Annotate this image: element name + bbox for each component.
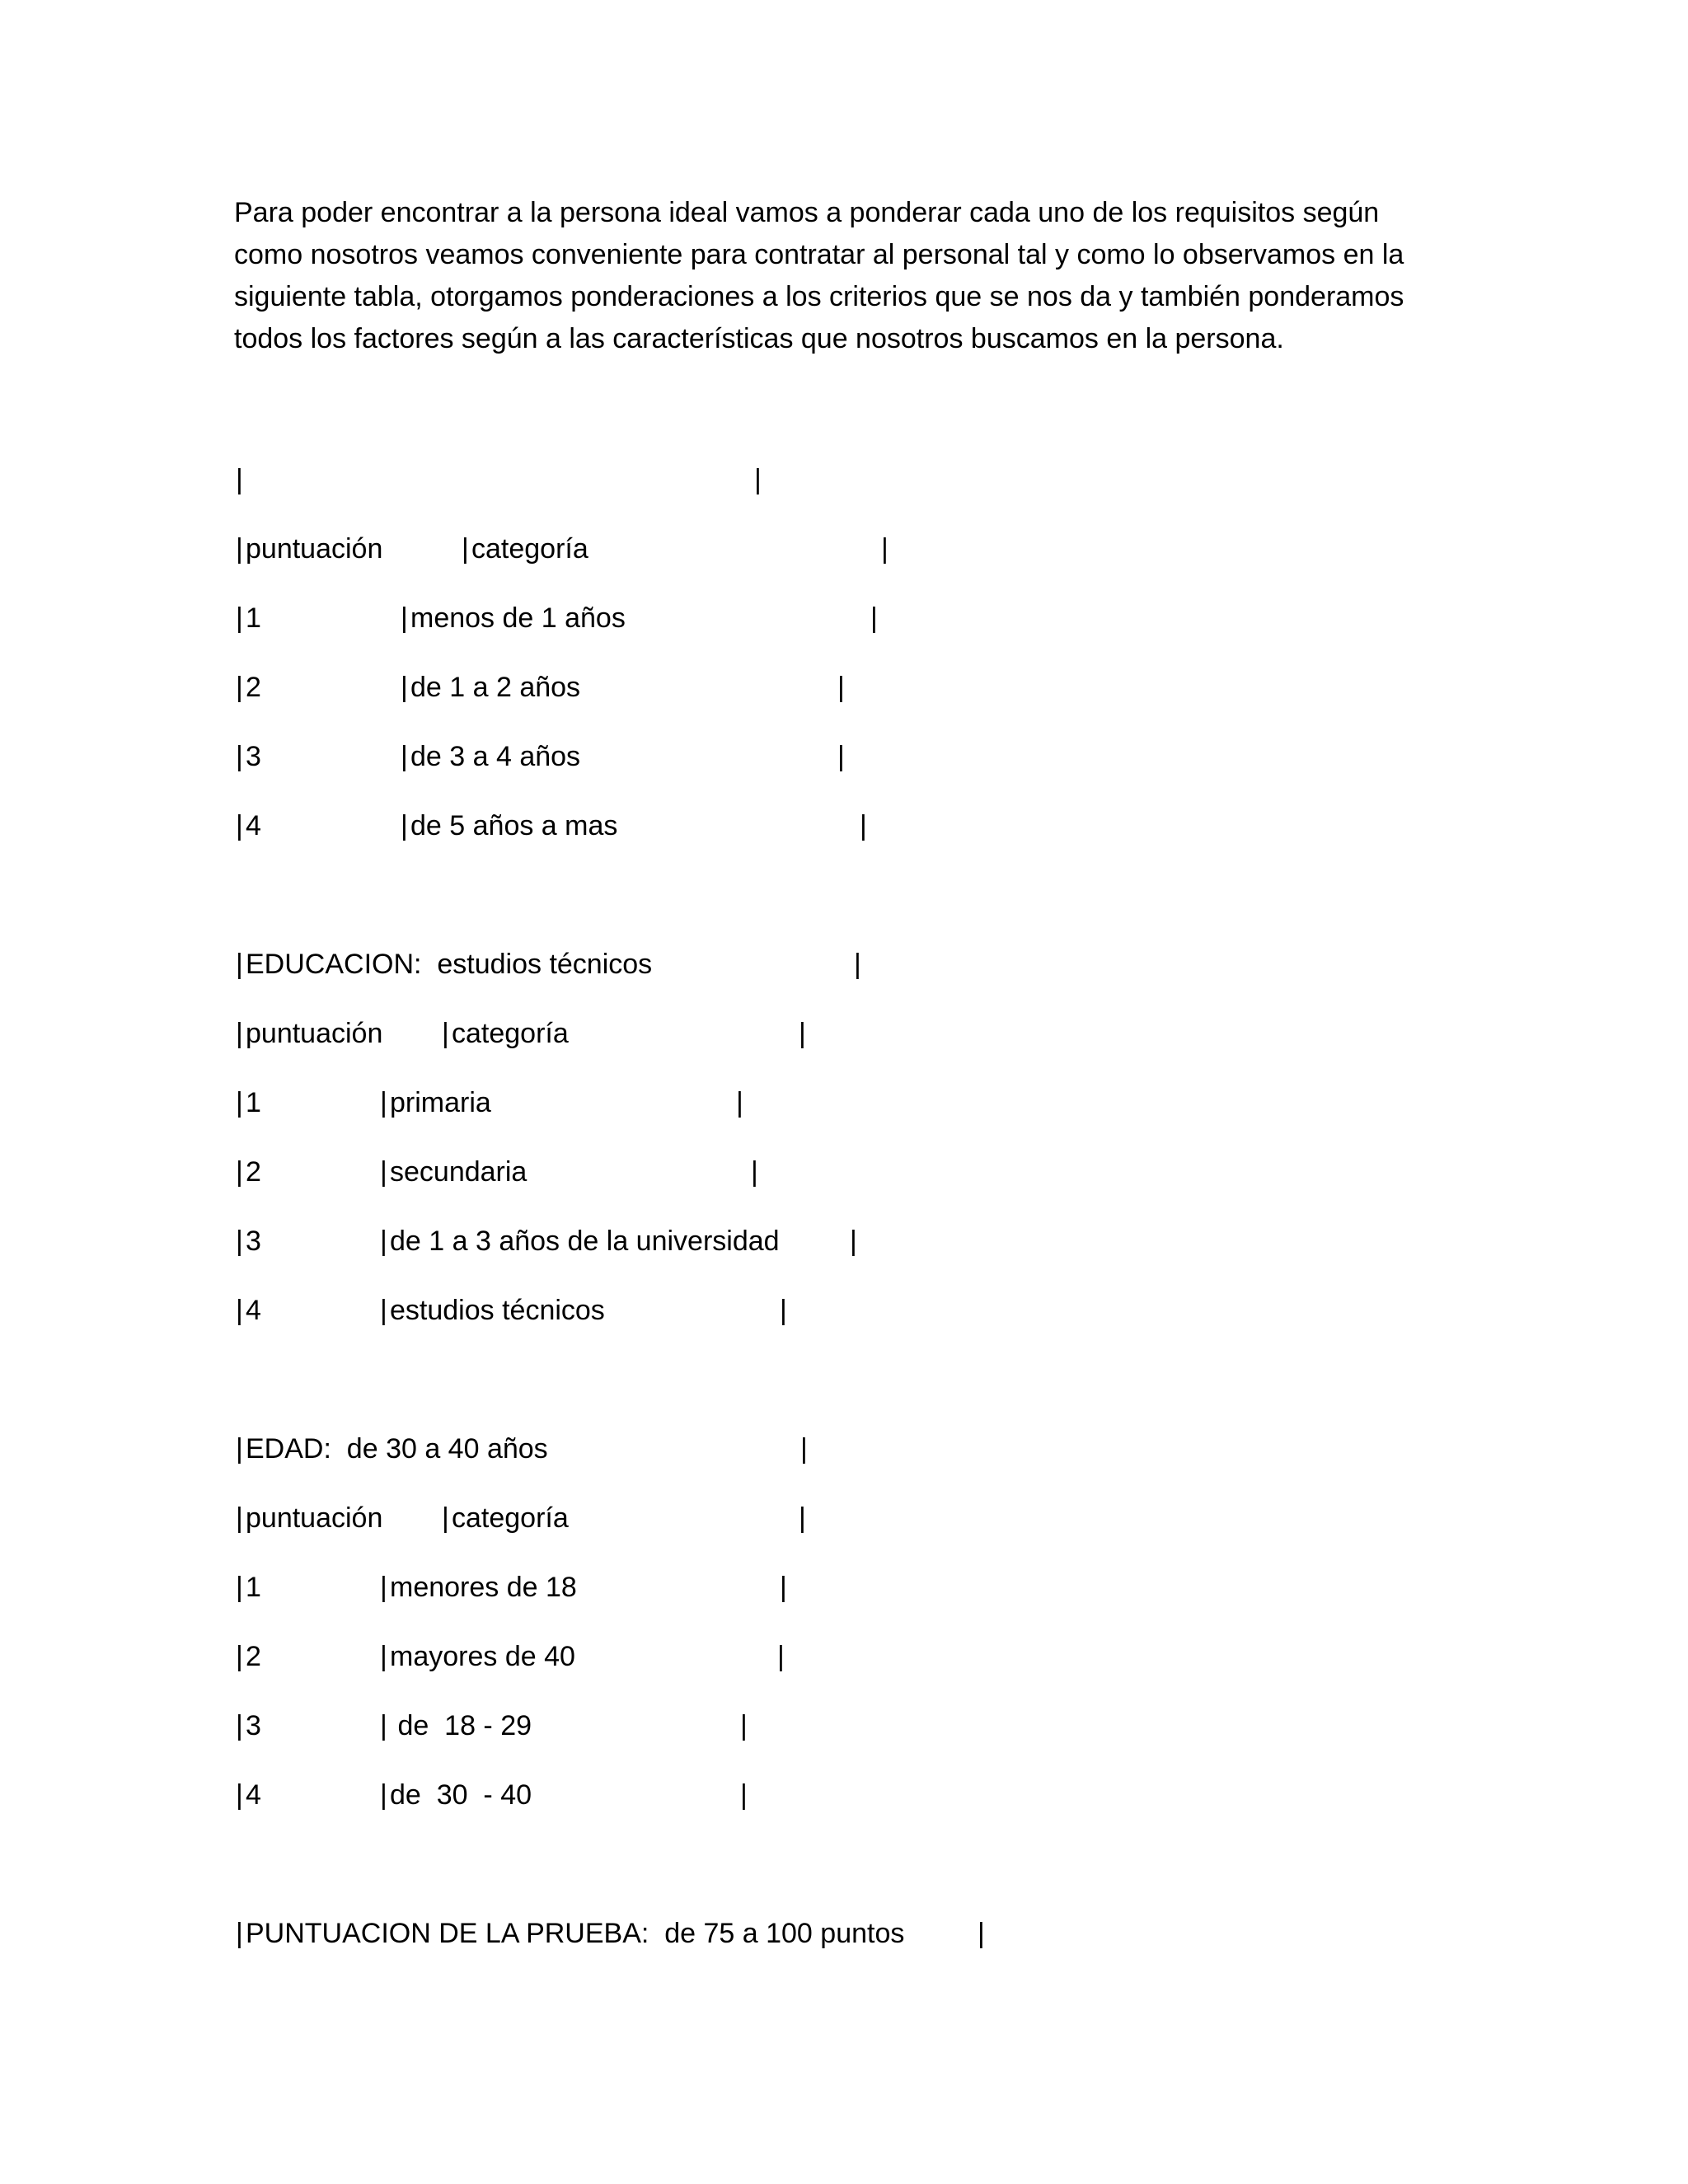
table2-score: 2 (246, 1156, 261, 1188)
table2-row (0, 1294, 787, 1327)
table1-score: 4 (246, 810, 261, 841)
table2-category: secundaria (390, 1156, 528, 1188)
table-border: | (236, 1295, 243, 1326)
table-border: | (854, 949, 861, 980)
table-border: | (837, 672, 845, 703)
table3-row (0, 1571, 787, 1604)
table2-title-row (0, 948, 861, 981)
table-border: | (837, 741, 845, 772)
table2-row (0, 1086, 743, 1119)
table-border: | (799, 1018, 806, 1049)
table-border: | (380, 1641, 387, 1672)
table-border: | (380, 1087, 387, 1118)
table1-header-category: categoría (471, 533, 588, 565)
table3-row (0, 1709, 748, 1742)
table-border: | (380, 1572, 387, 1603)
table1-title-row (0, 463, 762, 496)
table3-score: 3 (246, 1710, 261, 1741)
table1-category: de 5 años a mas (410, 810, 618, 841)
table2-header-row (0, 1017, 806, 1050)
table-border: | (740, 1779, 748, 1811)
table-border: | (442, 1502, 449, 1534)
table3-score: 1 (246, 1572, 261, 1603)
table-border: | (236, 1710, 243, 1741)
table-border: | (236, 949, 243, 980)
table1-category: menos de 1 años (410, 602, 626, 634)
table-border: | (754, 464, 762, 495)
table1-score: 2 (246, 672, 261, 703)
table-border: | (442, 1018, 449, 1049)
table1-header-row (0, 532, 889, 565)
table-border: | (380, 1779, 387, 1811)
table-border: | (881, 533, 889, 565)
table1-row (0, 740, 845, 773)
table-border: | (236, 602, 243, 634)
table1-header-score: puntuación (246, 533, 383, 565)
table-border: | (401, 810, 408, 841)
table2-category: de 1 a 3 años de la universidad (390, 1226, 780, 1257)
table2-score: 1 (246, 1087, 261, 1118)
table2-score: 4 (246, 1295, 261, 1326)
table-border: | (236, 1918, 243, 1949)
table1-score: 1 (246, 602, 261, 634)
table3-title: EDAD: de 30 a 40 años (246, 1433, 548, 1465)
table-border: | (236, 1018, 243, 1049)
table2-header-score: puntuación (246, 1018, 383, 1049)
test-score-row (0, 1917, 985, 1950)
table1-row (0, 602, 878, 635)
table2-header-category: categoría (452, 1018, 569, 1049)
table-border: | (236, 1779, 243, 1811)
table-border: | (236, 672, 243, 703)
table3-row (0, 1640, 785, 1673)
table-border: | (736, 1087, 743, 1118)
table-border: | (401, 602, 408, 634)
table1-category: de 3 a 4 años (410, 741, 581, 772)
table-border: | (380, 1295, 387, 1326)
table2-row (0, 1225, 857, 1258)
table2-category: estudios técnicos (390, 1295, 605, 1326)
table3-category: mayores de 40 (390, 1641, 575, 1672)
table-border: | (236, 1572, 243, 1603)
table1-category: de 1 a 2 años (410, 672, 581, 703)
table-border: | (236, 1502, 243, 1534)
table3-header-row (0, 1502, 806, 1535)
table-border: | (751, 1156, 758, 1188)
table3-title-row (0, 1432, 808, 1465)
table-border: | (236, 1641, 243, 1672)
table-border: | (236, 1087, 243, 1118)
table3-header-category: categoría (452, 1502, 569, 1534)
table-border: | (799, 1502, 806, 1534)
table-border: | (740, 1710, 748, 1741)
table-border: | (236, 1156, 243, 1188)
table-border: | (462, 533, 469, 565)
table3-score: 2 (246, 1641, 261, 1672)
table-border: | (380, 1710, 387, 1741)
intro-paragraph: Para poder encontrar a la persona ideal vamos a ponderar cada uno de los requisitos según como nosotros veamos conveniente para contratar al personal tal y como lo observamos en la siguiente tabla, otorgamos ponderaciones a los criterios que se nos da y también ponderamos todos los factores según a las características que nosotros buscamos en la persona. (234, 197, 1404, 354)
table-border: | (850, 1226, 857, 1257)
table-border: | (380, 1226, 387, 1257)
test-score-title: PUNTUACION DE LA PRUEBA: de 75 a 100 puntos (246, 1918, 905, 1949)
table1-score: 3 (246, 741, 261, 772)
table-border: | (401, 672, 408, 703)
table-border: | (777, 1641, 785, 1672)
table-border: | (236, 464, 243, 495)
table-border: | (780, 1572, 787, 1603)
table-border: | (860, 810, 867, 841)
table2-row (0, 1155, 758, 1188)
table-border: | (236, 741, 243, 772)
table2-title: EDUCACION: estudios técnicos (246, 949, 653, 980)
table3-row (0, 1779, 748, 1811)
table-border: | (800, 1433, 808, 1465)
table3-category: de 30 - 40 (390, 1779, 532, 1811)
table-border: | (870, 602, 878, 634)
table3-category: de 18 - 29 (390, 1710, 532, 1741)
table2-score: 3 (246, 1226, 261, 1257)
table-border: | (978, 1918, 985, 1949)
table-border: | (236, 1226, 243, 1257)
table-border: | (236, 533, 243, 565)
table-border: | (236, 810, 243, 841)
table1-row (0, 809, 867, 842)
table3-header-score: puntuación (246, 1502, 383, 1534)
table-border: | (401, 741, 408, 772)
table3-category: menores de 18 (390, 1572, 577, 1603)
table3-score: 4 (246, 1779, 261, 1811)
table-border: | (236, 1433, 243, 1465)
table-border: | (380, 1156, 387, 1188)
table2-category: primaria (390, 1087, 491, 1118)
table1-row (0, 671, 845, 704)
table-border: | (780, 1295, 787, 1326)
